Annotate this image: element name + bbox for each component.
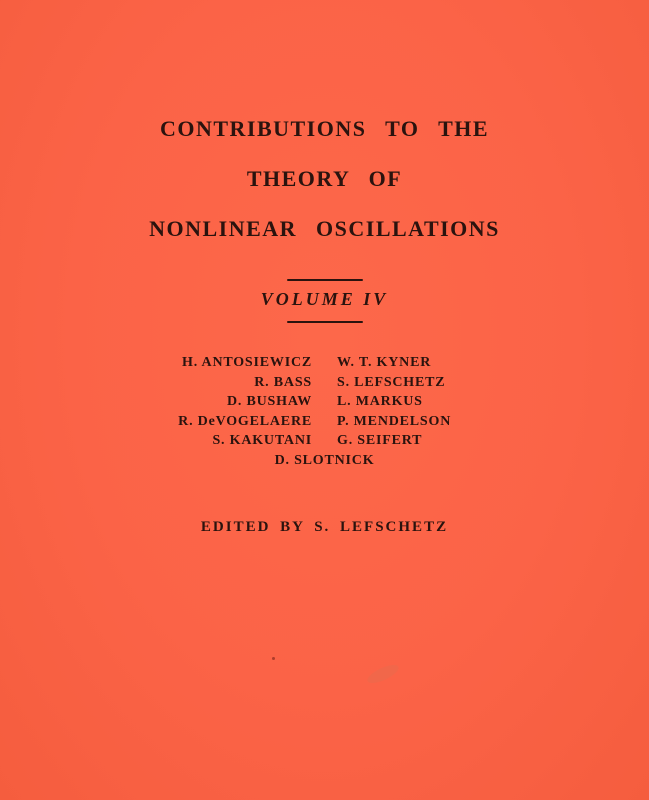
title-line-3: NONLINEAR OSCILLATIONS — [149, 216, 500, 241]
contributor: H. ANTOSIEWICZ — [182, 355, 312, 370]
volume-label: VOLUME IV — [260, 289, 389, 309]
contributor: W. T. KYNER — [337, 355, 432, 370]
contributor: G. SEIFERT — [337, 433, 423, 448]
contributor: D. BUSHAW — [227, 394, 312, 409]
contributor: S. KAKUTANI — [212, 433, 312, 448]
title-line-2: THEORY OF — [246, 166, 403, 191]
edited-by-line: EDITED BY S. LEFSCHETZ — [200, 519, 449, 535]
volume-section — [0, 279, 649, 323]
contributor: D. SLOTNICK — [274, 452, 375, 468]
contributor-list — [0, 353, 649, 470]
volume-rule-bottom — [287, 321, 363, 323]
contributor: R. BASS — [254, 374, 312, 390]
title-line-1: CONTRIBUTIONS TO THE — [159, 116, 490, 141]
contributor: P. MENDELSON — [337, 413, 452, 429]
scan-smudge — [365, 661, 401, 686]
book-title — [0, 104, 649, 254]
scan-speck — [272, 657, 275, 660]
volume-rule-top — [287, 279, 363, 281]
contributor: S. LEFSCHETZ — [337, 374, 446, 390]
contributor: L. MARKUS — [337, 394, 423, 409]
contributor: R. DeVOGELAERE — [178, 413, 312, 429]
